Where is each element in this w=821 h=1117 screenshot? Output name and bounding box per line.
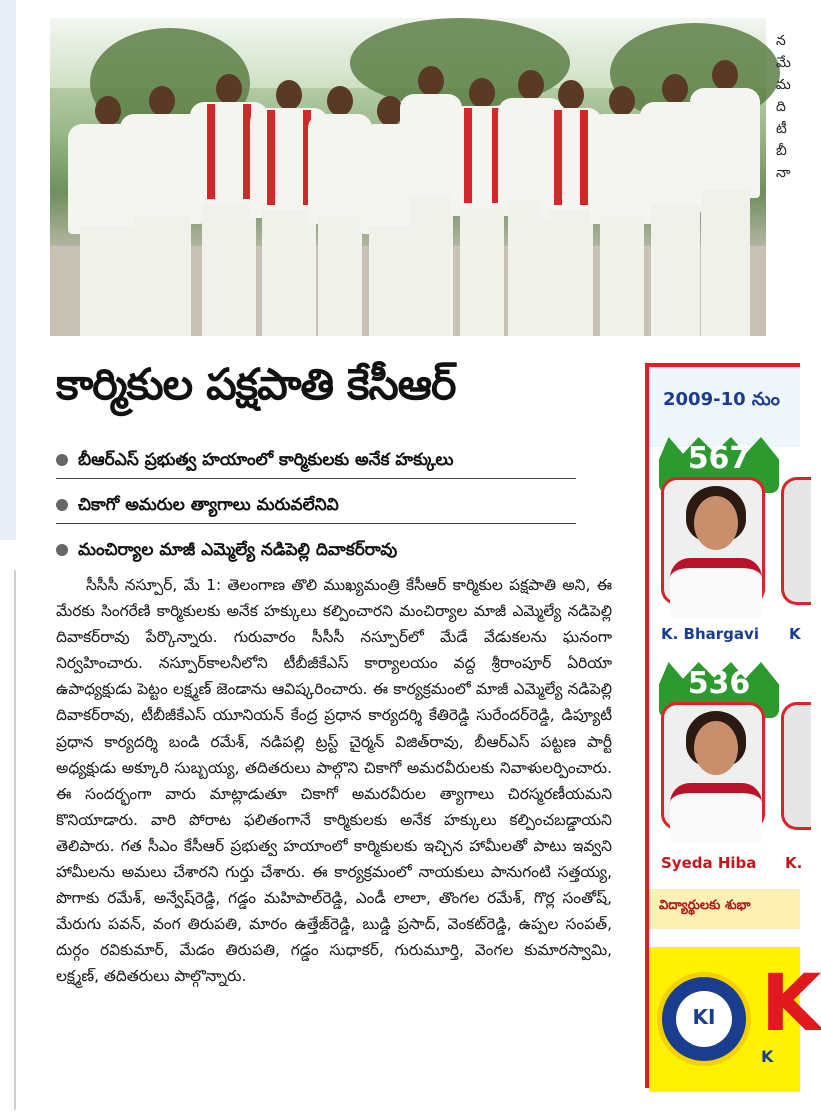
student-name-partial: K (789, 625, 801, 643)
ad-brand-letter: K (761, 959, 821, 1049)
student-photo (661, 477, 765, 605)
adjacent-column-text: న మే మ ది టీ బీ నా (776, 33, 791, 181)
student-score: 536 (687, 666, 751, 701)
news-photo (50, 18, 766, 336)
subhead-divider (56, 478, 576, 479)
student-name-partial: K. (785, 854, 803, 872)
article-headline: కార్మికుల పక్షపాతి కేసీఆర్ (56, 360, 456, 410)
subhead-divider (56, 523, 576, 524)
school-logo: KI (657, 972, 751, 1066)
bullet-icon (56, 499, 68, 511)
bullet-icon (56, 544, 68, 556)
student-photo (661, 702, 765, 830)
bullet-icon (56, 454, 68, 466)
student-photo-partial (781, 702, 811, 830)
left-margin-strip (0, 0, 16, 540)
photo-person (690, 60, 760, 336)
article-body: సీసీసీ నస్పూర్, మే 1: తెలంగాణ తొలి ముఖ్యమంత్రి కేసీఆర్ కార్మికుల పక్షపాతి అని, ఈ మేరకు సింగరేణి కార్మికులకు అనేక హక్కులు కల్పించారని మంచిర్యాల మాజీ ఎమ్మెల్యే నడిపెల్లి దివాకర్‌రావు పేర్కొన్నారు. గురువారం సీసీసీ నస్పూర్‌లో మేడే వేడుకలను ఘనంగా నిర్వహించారు. నస్పూర్‌కాలనీలోని టీబీజీకేఎస్ కార్యాలయం వద్ద శ్రీరాంపూర్ ఏరియా ఉపాధ్యక్షుడు పెట్టం లక్ష్మణ్ జెండాను ఆవిష్కరించారు. ఈ కార్యక్రమంలో మాజీ ఎమ్మెల్యే నడిపెల్లి దివాకర్‌రావు, టీబీజీకేఎస్ యూనియన్ కేంద్ర ప్రధాన కార్యదర్శి కేతిరెడ్డి సురేందర్‌రెడ్డి, డిప్యూటీ ప్రధాన కార్యదర్శి బండి రమేశ్, నడిపల్లి ట్రస్ట్ చైర్మన్ విజిత్‌రావు, బీఆర్ఎస్ పట్టణ పార్టీ అధ్యక్షుడు అక్కూరి సుబ్బయ్య, తదితరులు పాల్గొని చికాగో అమరవీరులకు నివాళులర్పించారు. ఈ సందర్భంగా వారు మాట్లాడుతూ చికాగో అమరవీరుల త్యాగాలు చిరస్మరణీయమని కొనియాడారు. వారి పోరాట ఫలితంగానే కార్మికులకు అనేక హక్కులు కల్పించబడ్డాయని తెలిపారు. గత సీఎం కేసీఆర్ ప్రభుత్వ హయాంలో కార్మికులకు ఇచ్చిన హామీలతో పాటు ఇవ్వని హామీలను అమలు చేశారని గుర్తు చేశారు. ఈ కార్యక్రమంలో నాయకులు పానుగంటి సత్తయ్య, పొగాకు రమేశ్, అన్వేష్‌రెడ్డి, గడ్డం మహిపాల్‌రెడ్డి, ఎండీ లాలా, తొంగల రమేశ్, గొర్ల సంతోష్, మేరుగు పవన్, వంగ తిరుపతి, మారం ఉత్తేజ్‌రెడ్డి, బుడ్డి ప్రసాద్, వెంకట్‌రెడ్డి, ఉప్పల సంపత్, దుర్గం రవికుమార్, మేడం తిరుపతి, గడ్డం సుధాకర్, గురుమూర్తి, వెంగల కుమారస్వామి, లక్ష్మణ్, తదితరులు పాల్గొన్నారు. (56, 576, 612, 986)
column-divider (14, 570, 16, 1110)
article-subhead: బీఆర్ఎస్ ప్రభుత్వ హయాంలో కార్మికులకు అనేక హక్కులు (56, 450, 576, 474)
ad-banner-text: 2009-10 నుం (663, 389, 780, 410)
student-name: Syeda Hiba (661, 854, 757, 872)
school-advertisement (645, 363, 821, 1088)
student-score: 567 (687, 441, 751, 476)
article-subhead: చికాగో అమరుల త్యాగాలు మరువలేనివి (56, 495, 576, 519)
ad-brand-block (649, 947, 821, 1092)
article-subhead: మంచిర్యాల మాజీ ఎమ్మెల్యే నడిపెల్లి దివాకర్‌రావు (56, 540, 576, 564)
student-photo-partial (781, 477, 811, 605)
ad-brand-sub: K (761, 1047, 774, 1066)
student-name: K. Bhargavi (661, 625, 759, 643)
ad-greeting-strip: విద్యార్థులకు శుభా (649, 889, 800, 929)
